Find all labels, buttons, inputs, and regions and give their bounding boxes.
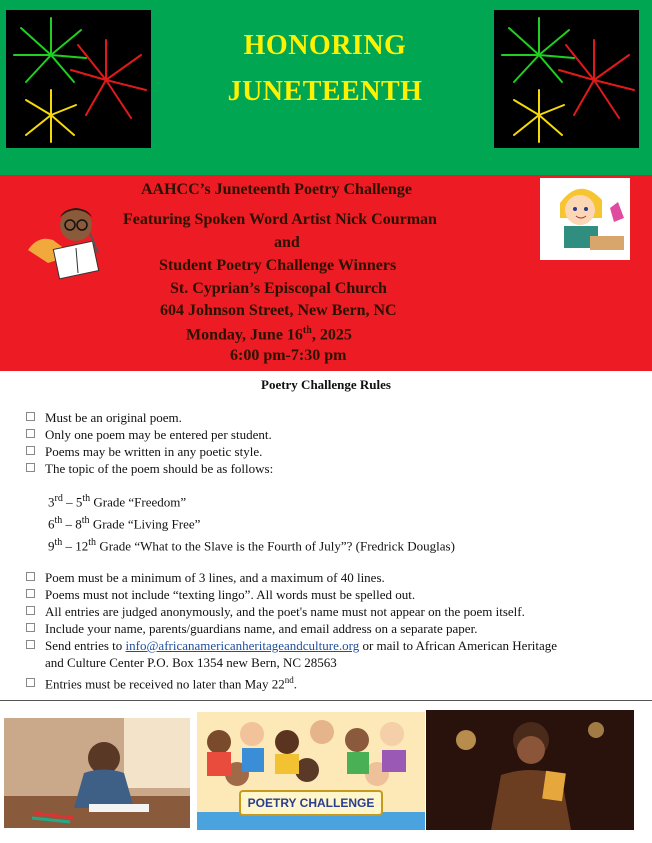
girl-writing-illustration	[540, 178, 630, 260]
checkbox-icon	[26, 429, 35, 438]
email-link[interactable]: info@africanamericanheritageandculture.org	[125, 638, 360, 653]
checkbox-icon	[26, 412, 35, 421]
event-featuring: Featuring Spoken Word Artist Nick Courman	[123, 211, 437, 228]
event-address: 604 Johnson Street, New Bern, NC	[160, 302, 397, 319]
grade-topic: 9th – 12th Grade “What to the Slave is the Fourth of July”? (Fredrick Douglas)	[48, 537, 455, 554]
rule-item: Include your name, parents/guardians name, and email address on a separate paper.	[26, 621, 477, 637]
page-title-line1: HONORING	[243, 30, 407, 61]
rules-heading: Poetry Challenge Rules	[261, 377, 391, 392]
student-writing-photo	[4, 718, 190, 828]
rule-item: All entries are judged anonymously, and the poet's name must not appear on the poem itself.	[26, 604, 525, 620]
checkbox-icon	[26, 640, 35, 649]
fireworks-left-image	[6, 10, 151, 148]
checkbox-icon	[26, 606, 35, 615]
checkbox-icon	[26, 623, 35, 632]
checkbox-icon	[26, 678, 35, 687]
fireworks-icon	[6, 10, 151, 148]
event-title: AAHCC’s Juneteenth Poetry Challenge	[141, 181, 412, 198]
event-winners: Student Poetry Challenge Winners	[159, 257, 397, 274]
checkbox-icon	[26, 572, 35, 581]
rule-item: The topic of the poem should be as follows:	[26, 461, 273, 477]
checkbox-icon	[26, 589, 35, 598]
rule-item-send: Send entries to info@africanamericanheritageandculture.org or mail to African American Heritage	[26, 638, 557, 654]
event-and: and	[274, 234, 300, 251]
rule-item-send-cont: and Culture Center P.O. Box 1354 new Bern, NC 28563	[45, 655, 337, 670]
event-venue: St. Cyprian’s Episcopal Church	[170, 280, 387, 297]
poetry-challenge-kids-illustration	[197, 712, 425, 830]
checkbox-icon	[26, 463, 35, 472]
rule-item: Poems must not include “texting lingo”. All words must be spelled out.	[26, 587, 415, 603]
divider	[0, 700, 652, 701]
rule-item-deadline: Entries must be received no later than May 22nd.	[26, 672, 297, 692]
rule-item: Must be an original poem.	[26, 410, 182, 426]
rule-item: Poem must be a minimum of 3 lines, and a maximum of 40 lines.	[26, 570, 385, 586]
checkbox-icon	[26, 446, 35, 455]
fireworks-icon	[494, 10, 639, 148]
boy-reading-illustration	[18, 195, 113, 285]
grade-topic: 6th – 8th Grade “Living Free”	[48, 515, 201, 532]
rule-item: Poems may be written in any poetic style.	[26, 444, 262, 460]
spoken-word-performer-photo	[426, 710, 634, 830]
rule-item: Only one poem may be entered per student.	[26, 427, 272, 443]
grade-topic: 3rd – 5th Grade “Freedom”	[48, 493, 187, 510]
fireworks-right-image	[494, 10, 639, 148]
event-time: 6:00 pm-7:30 pm	[230, 347, 347, 364]
page-title-line2: JUNETEENTH	[227, 76, 423, 107]
event-date: Monday, June 16th, 2025	[186, 325, 352, 344]
poetry-challenge-banner: POETRY CHALLENGE	[239, 790, 383, 816]
